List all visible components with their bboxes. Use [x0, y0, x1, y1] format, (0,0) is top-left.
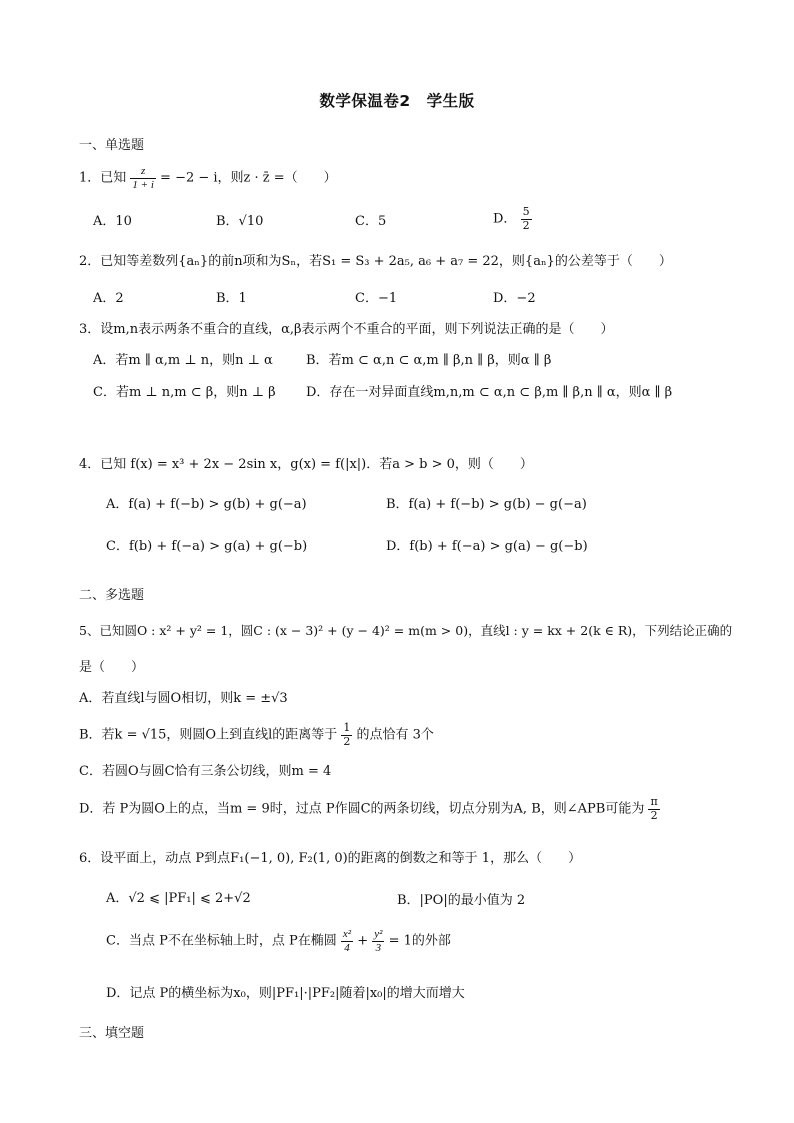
- question-5-stem-line-1: 5、已知圆O : x² + y² = 1，圆C : (x − 3)² + (y − 4)² = m(m > 0)，直线l : y = kx + 2(k ∈ R)，下列结论正确的: [79, 623, 733, 638]
- question-3-option-b: B．若m ⊂ α,n ⊂ α,m ∥ β,n ∥ β，则α ∥ β: [306, 353, 552, 368]
- fraction-numerator: y²: [374, 928, 383, 940]
- question-6-stem: 6．设平面上，动点 P到点F₁(−1, 0), F₂(1, 0)的距离的倒数之和等于 1，那么（ ）: [79, 851, 582, 866]
- question-3-option-d: D．存在一对异面直线m,n,m ⊂ α,n ⊂ β,m ∥ β,n ∥ α，则α ∥ β: [306, 385, 673, 400]
- question-1-option-d-fraction: [521, 206, 532, 232]
- question-2-option-c: C．−1: [355, 291, 398, 306]
- section-heading-multiple-choice: 二、多选题: [79, 588, 145, 603]
- question-2-option-d: D．−2: [493, 291, 536, 306]
- question-5-option-d: [79, 796, 660, 822]
- question-6-option-b: B．|PO|的最小值为 2: [397, 893, 526, 908]
- fraction-numerator: 5: [522, 205, 530, 218]
- fraction-denominator: 2: [343, 734, 351, 748]
- fraction-denominator: 4: [344, 941, 350, 954]
- question-5-option-c: C．若圆O与圆C恰有三条公切线，则m = 4: [79, 764, 332, 779]
- question-2-option-b: B．1: [216, 291, 247, 306]
- question-4-option-c: C．f(b) + f(−a) > g(a) + g(−b): [106, 539, 308, 554]
- question-4-option-d: D．f(b) + f(−a) > g(a) − g(−b): [386, 539, 588, 554]
- question-3-option-c: C．若m ⊥ n,m ⊂ β，则n ⊥ β: [93, 385, 276, 400]
- fraction-numerator: π: [650, 795, 658, 808]
- question-5-option-d-fraction: [648, 796, 659, 822]
- question-1-option-a: A．10: [93, 214, 132, 229]
- question-4-option-b: B．f(a) + f(−b) > g(b) − g(−a): [386, 497, 587, 512]
- plus-sign: +: [357, 933, 369, 949]
- question-2-stem: 2．已知等差数列{aₙ}的前n项和为Sₙ，若S₁ = S₃ + 2a₅, a₆ + a₇ = 22，则{aₙ}的公差等于（ ）: [79, 254, 672, 269]
- question-1-option-c: C．5: [355, 214, 387, 229]
- question-6-option-c: [106, 928, 451, 954]
- question-1-option-d: [493, 206, 532, 232]
- option-b-text: B．若k = √15，则圆O上到直线l的距离等于: [79, 727, 338, 743]
- question-1-prefix: 1．已知: [79, 170, 127, 186]
- fraction-numerator: z: [130, 165, 155, 179]
- question-4-option-a: A．f(a) + f(−b) > g(b) + g(−a): [106, 497, 307, 512]
- question-1-stem: [79, 165, 337, 191]
- question-1-fraction: [130, 165, 155, 191]
- question-6-option-a: A．√2 ⩽ |PF₁| ⩽ 2+√2: [106, 891, 251, 906]
- question-5-option-b: [79, 722, 434, 748]
- fraction-denominator: 3: [375, 941, 382, 954]
- ellipse-y-fraction: [372, 928, 384, 954]
- question-1-option-b: B．√10: [216, 214, 264, 229]
- question-4-stem: 4．已知 f(x) = x³ + 2x − 2sin x，g(x) = f(|x|)．若a > b > 0，则（ ）: [79, 457, 533, 472]
- option-d-label: D．: [493, 211, 517, 227]
- fraction-numerator: x²: [342, 928, 352, 940]
- option-c-text: C．当点 P不在坐标轴上时，点 P在椭圆: [106, 933, 337, 949]
- question-5-option-b-fraction: [341, 722, 352, 748]
- ellipse-x-fraction: [341, 928, 353, 954]
- page-title: 数学保温卷2 学生版: [319, 92, 475, 110]
- question-2-option-a: A．2: [93, 291, 124, 306]
- question-5-stem-line-2: 是（ ）: [79, 660, 145, 675]
- question-3-option-a: A．若m ∥ α,m ⊥ n，则n ⊥ α: [93, 353, 273, 368]
- section-heading-single-choice: 一、单选题: [79, 138, 145, 153]
- fraction-numerator: 1: [343, 721, 351, 734]
- fraction-denominator: 2: [522, 218, 530, 232]
- question-6-option-d: D．记点 P的横坐标为x₀，则|PF₁|·|PF₂|随着|x₀|的增大而增大: [106, 986, 465, 1001]
- option-d-text: D．若 P为圆O上的点，当m = 9时，过点 P作圆C的两条切线，切点分别为A, B，则∠APB可能为: [79, 801, 645, 817]
- question-5-option-a: A．若直线l与圆O相切，则k = ±√3: [79, 691, 288, 706]
- option-b-suffix: 的点恰有 3个: [356, 727, 434, 743]
- section-heading-fill-in: 三、填空题: [79, 1026, 145, 1041]
- fraction-denominator: 2: [650, 808, 658, 822]
- option-c-suffix: = 1的外部: [388, 933, 451, 949]
- fraction-denominator: 1 + i: [132, 178, 154, 191]
- question-1-rest: = −2 − i，则z · z̄ =（ ）: [160, 170, 337, 186]
- question-3-stem: 3．设m,n表示两条不重合的直线，α,β表示两个不重合的平面，则下列说法正确的是（ ）: [79, 322, 614, 337]
